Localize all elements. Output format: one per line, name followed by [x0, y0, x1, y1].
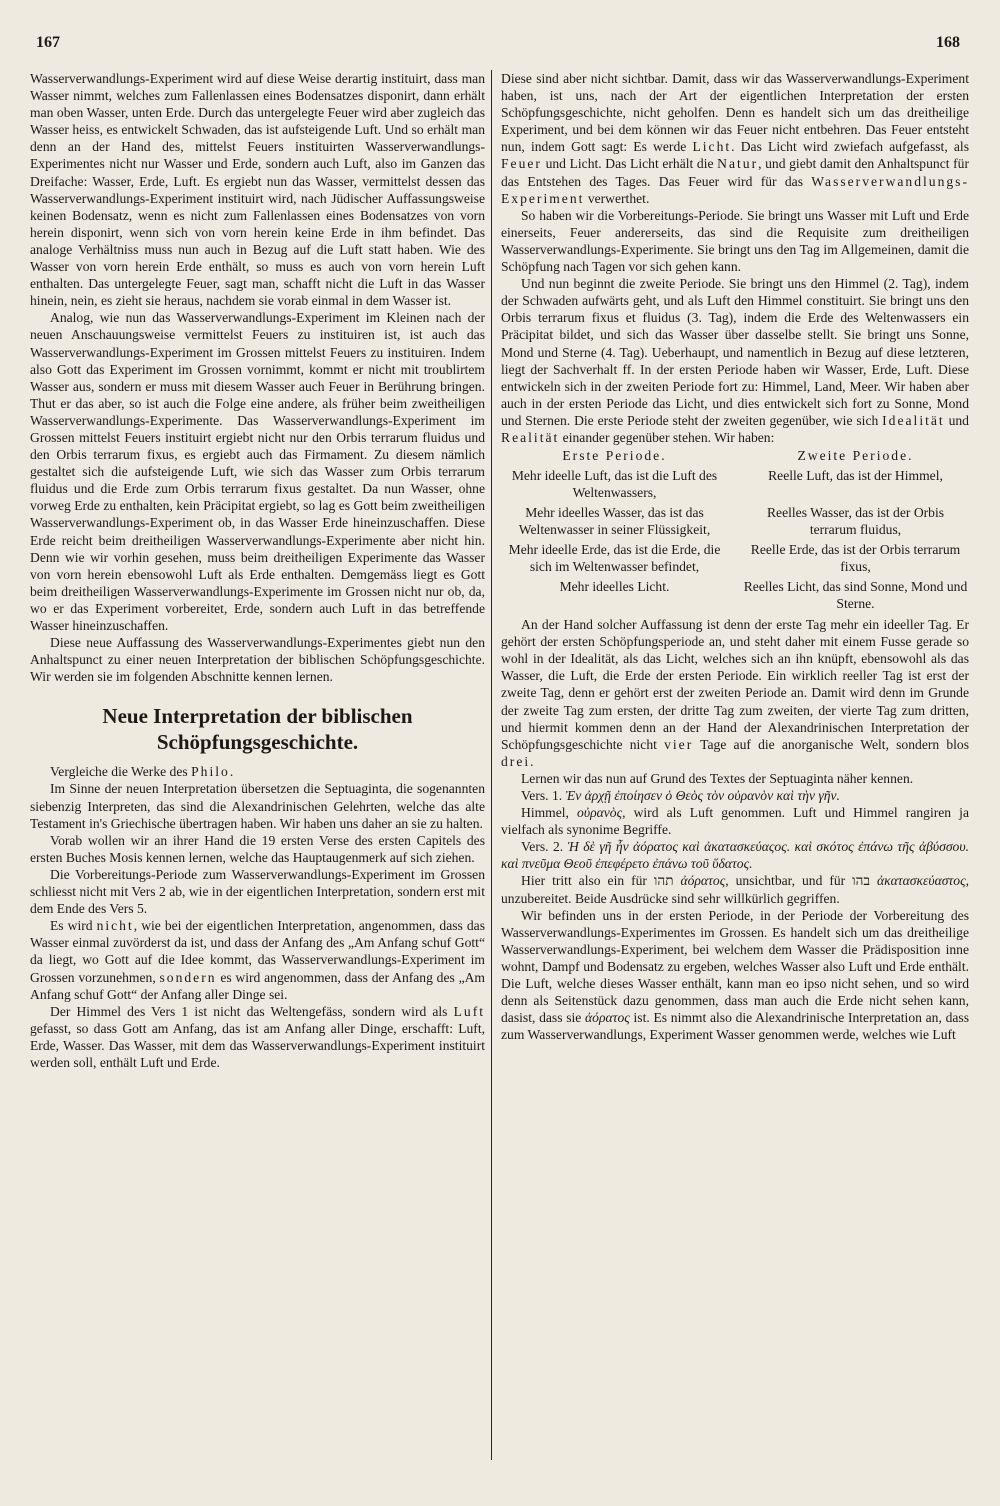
paragraph: So haben wir die Vorbereitungs-Periode. Sie bringt uns Wasser mit Luft und Erde einerseits, Feuer andererseits, das sind die Requisite zum dreitheiligen Wasserverwandlungs-Experimente. Sie bringt uns den Tag im Allgemeinen, damit die Schöpfung nach Tagen vor sich gehen kann.: [501, 207, 969, 275]
column-divider: [491, 70, 492, 1460]
paragraph: Diese neue Auffassung des Wasserverwandlungs-Experimentes giebt nun den Anhaltspunct zu einer neuen Interpretation der biblischen Schöpfungsgeschichte. Wir werden sie im folgenden Abschnitte kennen lernen.: [30, 635, 485, 685]
verse-2: Vers. 2. Ἡ δὲ γῆ ἦν ἀόρατος καὶ ἀκατασκεύαςος. καὶ σκότος ἐπάνω τῆς ἀβύσσου. καὶ πνεῦμα Θεοῦ ἐπεφέρετο ἐπάνω τοῦ ὕδατος.: [501, 839, 969, 872]
page-number-left: 167: [36, 34, 60, 51]
paragraph: Analog, wie nun das Wasserverwandlungs-Experiment im Kleinen nach der neuen Anschauungsweise vermittelst Feuers zu instituiren ist, ist auch das Wasserverwandlungs-Experiment im Grossen mittelst Feuers zu instituiren. Indem also Gott das Experiment im Grossen vornimmt, kommt er nicht mit troublirtem Wasser aus, sondern er muss mit diesem Wasser auch Feuer in Berührung bringen. Thut er das aber, so ist auch die Folge eine andere, als früher beim zweitheiligen Wasserverwandlungs-Experimente. Das Wasserverwandlungs-Experiment im Grossen mittelst Feuers instituirt ergiebt nicht nur den Orbis terrarum fluidus und den Orbis terrarum fixus, es ergiebt auch das Firmament. Zu diesem nämlich gestaltet sich die aufsteigende Luft, wie sich das Wasser zum Orbis terrarum fluidus und die Erde zum Orbis terrarum fixus gestaltet. Da nun Wasser, ohne vorweg Erde zu enthalten, kein Präcipitat ergiebt, so lag es Gott beim zweitheiligen Wasserverwandlungs-Experiment ob, in das Wasser Erde hineinzuschaffen. Diese Erde reicht beim dreitheiligen Wasserverwandlungs-Experimente aber nicht hin. Denn wie wir vorhin gesehen, muss beim dreitheiligen Experimente das Wasser von vorn herein ebensowohl Luft als Erde enthalten. Demgemäss liegt es Gott beim dreitheiligen Wasserverwandlungs-Experimente im Grossen nicht nur ob, da, wo er das Experiment vorbereitet, Erde, sondern auch Luft in das betreffende Wasser hineinzuschaffen.: [30, 310, 485, 633]
table-cell: Mehr ideelles Wasser, das ist das Weltenwasser in seiner Flüssigkeit,: [518, 505, 711, 538]
paragraph: Hier tritt also ein für תהו ἀόρατος, unsichtbar, und für בהו ἀκατασκεύαστος, unzubereitet. Beide Ausdrücke sind sehr willkürlich gegriffen.: [501, 873, 969, 906]
page-number-right: 168: [936, 34, 960, 51]
heading-line: Neue Interpretation der biblischen: [102, 704, 413, 729]
paragraph: Himmel, οὐρανὸς, wird als Luft genommen. Luft und Himmel rangiren ja vielfach als synonime Begriffe.: [501, 805, 969, 838]
table-cell: Mehr ideelle Luft, das ist die Luft des Weltenwassers,: [511, 468, 718, 501]
paragraph: Im Sinne der neuen Interpretation übersetzen die Septuaginta, die sogenannten siebenzig Interpreten, das sind die Alexandrinischen Gelehrten, welche das alte Testament in's Griechische übertragen haben. Wir haben uns daher an sie zu halten.: [30, 781, 485, 831]
section-heading: [30, 703, 485, 755]
paragraph: Es wird nicht, wie bei der eigentlichen Interpretation, angenommen, dass das Wasser einmal zuvörderst da ist, und dass der Anfang des „Am Anfang schuf Gott“ da liegt, wo Gott auf die Idee kommt, das Wasserverwandlungs-Experiment im Grossen vorzunehmen, sondern es wird angenommen, dass der Anfang des „Am Anfang schuf Gott“ der Anfang aller Dinge sei.: [30, 918, 485, 1002]
heading-line: Schöpfungsgeschichte.: [156, 730, 359, 755]
verse-1: Vers. 1. Ἐν ἀρχῇ ἐποίησεν ὁ Θεὸς τὸν οὐρανὸν καὶ τὴν γῆν.: [521, 788, 840, 803]
paragraph: Lernen wir das nun auf Grund des Textes der Septuaginta näher kennen.: [521, 770, 914, 786]
right-column: [501, 70, 969, 1043]
table-cell: Reelles Licht, das sind Sonne, Mond und Sterne.: [743, 579, 968, 612]
paragraph: Die Vorbereitungs-Periode zum Wasserverwandlungs-Experiment im Grossen schliesst nicht mit Vers 2 ab, wie in der eigentlichen Interpretation, sondern erst mit dem Ende des Vers 5.: [30, 866, 485, 917]
comparison-table: [501, 447, 969, 612]
table-cell: Mehr ideelles Licht.: [559, 579, 670, 595]
paragraph: An der Hand solcher Auffassung ist denn der erste Tag mehr ein ideeller Tag. Er gehört der ersten Schöpfungsperiode an, und steht daher mit einem Fusse gerade so wohl in der Idealität, als das Licht, welches sich an ihn knüpft, ebensowohl als das Wasser, die Luft, die Erde der ersten Periode. Ein wirklich reeller Tag ist erst der zweite Tag, denn er gehört erst der zweiten Periode an. Damit wird denn im Grunde der zweite Tag zum ersten, der dritte Tag zum zweiten, der vierte Tag zum dritten, und hiermit kommen denn an der Hand der Alexandrinischen Interpretation der Schöpfungsgeschichte nicht vier Tage auf die anorganische Welt, sondern blos drei.: [501, 617, 970, 769]
paragraph: Der Himmel des Vers 1 ist nicht das Weltengefäss, sondern wird als Luft gefasst, so dass Gott am Anfang, das ist am Anfang aller Dinge, erschafft: Luft, Erde, Wasser. Das Wasser, mit dem das Wasserverwandlungs-Experiment instituirt werden soll, enthält Luft und Erde.: [30, 1003, 485, 1070]
table-cell: Mehr ideelle Erde, das ist die Erde, die sich im Weltenwasser befindet,: [508, 542, 721, 575]
table-cell: Reelles Wasser, das ist der Orbis terrarum fluidus,: [766, 505, 945, 538]
paragraph: Diese sind aber nicht sichtbar. Damit, dass wir das Wasserverwandlungs-Experiment haben, ist uns, nach der Art der eigentlichen Interpretation der ersten Schöpfungsgeschichte, nicht geholfen. Denn es handelt sich um das dreitheilige Experiment, und bei dem können wir das Feuer nicht entbehren. Das Feuer entsteht nun, indem Gott sagt: Es werde Licht. Das Licht wird zwiefach aufgefasst, als Feuer und Licht. Das Licht erhält die Natur, und giebt damit den Anhaltspunct für das Entstehen des Tages. Das Feuer wird für das Wasserverwandlungs-Experiment verwerthet.: [501, 71, 969, 206]
paragraph: Wir befinden uns in der ersten Periode, in der Periode der Vorbereitung des Wasserverwandlungs-Experimentes im Grossen. Es handelt sich um das dreitheilige Wasserverwandlungs-Experiment, bei welchem dem Wasser die Prädisposition inne wohnt, Dampf und Bodensatz zu ergeben, welches Wasser also Luft und Erde enthält. Die Luft, welche dieses Wasser enthält, kann man eo ipso nicht sehen, und so wird denn als Seitenstück dazu genommen, dass man auch die Erde nicht sehen kann, dasist, dass sie ἀόρατος ist. Es nimmt also die Alexandrinische Interpretation an, dass zum Wasserverwandlungs, Experiment Wasser genommen werde, welches wie Luft: [501, 907, 969, 1043]
paragraph: Wasserverwandlungs-Experiment wird auf diese Weise derartig instituirt, dass man Wasser nimmt, welches zum Fallenlassen eines Bodensatzes disponirt, dann erhält man oben Wasser, unten Erde. Durch das untergelegte Feuer wird aber zugleich das Wasser heiss, es entwickelt Schwaden, das ist aufsteigende Luft. Und so erhält man denn an der Hand des, mittelst Feuers instituirten Wasserverwandlungs-Experimentes nicht nur Wasser und Erde, sondern auch Luft, also im Ganzen das Dreifache: Wasser, Erde, Luft. Es ergiebt nun das Wasser, vermittelst dessen das Wasserverwandlungs-Experiment instituirt wird, nach Jüdischer Auffassungsweise keinen Bodensatz, wenn es nicht zum Fallenlassen eines Bodensatzes von vorn herein disponirt, wenn sich von vorn herein keine Erde in ihm befindet. Das analoge Verhältniss muss nun auch in Bezug auf die Luft statt haben. Wie des Wasser von vorn herein Erde enthält, so muss es auch von vorn herein Luft enthalten. Das untergelegte Feuer, sagt man, schafft nicht die Luft in das Wasser hinein, nein, es zieht sie heraus, nachdem sie vorab einmal in dem Wasser ist.: [30, 71, 485, 309]
table-header-first-period: Erste Periode.: [562, 448, 667, 464]
table-header-second-period: Zweite Periode.: [797, 448, 914, 464]
paragraph: Und nun beginnt die zweite Periode. Sie bringt uns den Himmel (2. Tag), indem der Schwaden aufwärts geht, und als Luft den Himmel constituirt. Sie bringt uns den Orbis terrarum fixus et fluidus (3. Tag), indem die Erde des Weltenwassers ein Präcipitat bildet, und sich das Wasser über dasselbe stellt. Sie bringt uns Sonne, Mond und Sterne (4. Tag). Ueberhaupt, und namentlich in Bezug auf diese letzteren, liegt der Sachverhalt ff. In der ersten Periode haben wir Wasser, Erde, Luft. Diese entwickeln sich in der zweiten Periode fort zu: Himmel, Land, Meer. Wir haben aber auch in der ersten Periode das Licht, und dies entwickelt sich fort zu Sonne, Mond und Sternen. Die erste Periode steht der zweiten gegenüber, wie sich Idealität und Realität einander gegenüber stehen. Wir haben:: [501, 276, 969, 445]
reference-line: Vergleiche die Werke des Philo.: [50, 764, 234, 780]
table-cell: Reelle Luft, das ist der Himmel,: [768, 468, 943, 484]
left-column: [30, 70, 485, 1071]
paragraph: Vorab wollen wir an ihrer Hand die 19 ersten Verse des ersten Capitels des ersten Buches Mosis kennen lernen, welche das Hauptaugenmerk auf sich ziehen.: [30, 832, 485, 865]
table-cell: Reelle Erde, das ist der Orbis terrarum fixus,: [750, 542, 961, 575]
